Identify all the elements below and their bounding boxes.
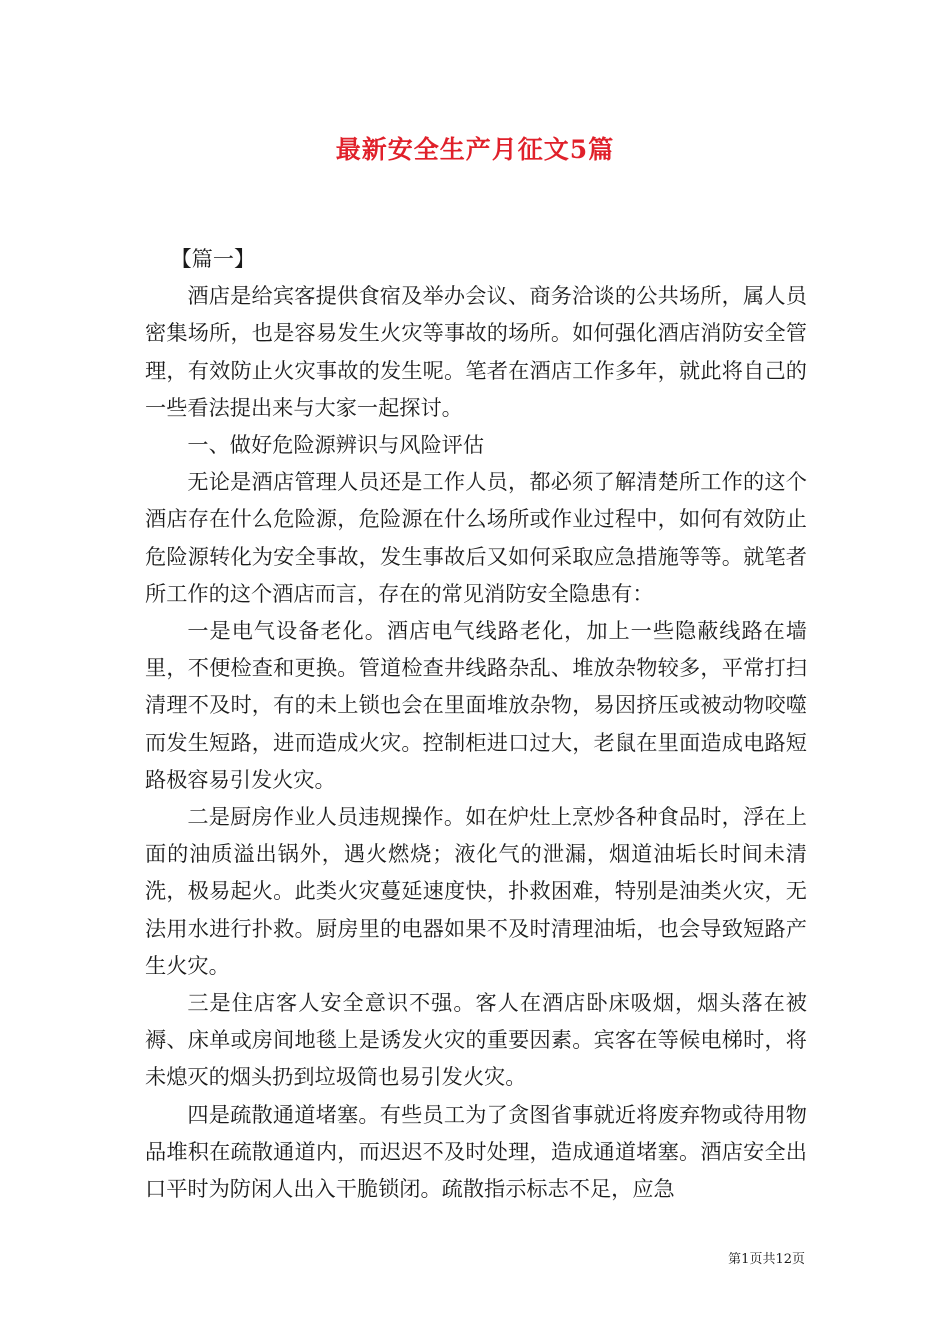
document-body (145, 240, 807, 1207)
page-number: 第1页共12页 (728, 1252, 805, 1267)
section-label: 【篇一】 (170, 246, 256, 271)
paragraph: 一是电气设备老化。酒店电气线路老化，加上一些隐蔽线路在墙里，不便检查和更换。管道检查井线路杂乱、堆放杂物较多，平常打扫清理不及时，有的未上锁也会在里面堆放杂物，易因挤压或被动物咬噬而发生短路，进而造成火灾。控制柜进口过大，老鼠在里面造成电路短路极容易引发火灾。 (145, 618, 807, 792)
document-title: 最新安全生产月征文5篇 (335, 135, 615, 164)
paragraph: 四是疏散通道堵塞。有些员工为了贪图省事就近将废弃物或待用物品堆积在疏散通道内，而迟迟不及时处理，造成通道堵塞。酒店安全出口平时为防闲人出入干脆锁闭。疏散指示标志不足，应急 (145, 1101, 807, 1202)
paragraph: 无论是酒店管理人员还是工作人员，都必须了解清楚所工作的这个酒店存在什么危险源，危险源在什么场所或作业过程中，如何有效防止危险源转化为安全事故，发生事故后又如何采取应急措施等等。就笔者所工作的这个酒店而言，存在的常见消防安全隐患有： (145, 469, 807, 606)
paragraph: 三是住店客人安全意识不强。客人在酒店卧床吸烟，烟头落在被褥、床单或房间地毯上是诱发火灾的重要因素。宾客在等候电梯时，将未熄灭的烟头扔到垃圾筒也易引发火灾。 (145, 990, 807, 1090)
paragraph: 酒店是给宾客提供食宿及举办会议、商务洽谈的公共场所，属人员密集场所，也是容易发生火灾等事故的场所。如何强化酒店消防安全管理，有效防止火灾事故的发生呢。笔者在酒店工作多年，就此将自己的一些看法提出来与大家一起探讨。 (145, 283, 807, 420)
section-heading: 一、做好危险源辨识与风险评估 (187, 432, 485, 458)
paragraph: 二是厨房作业人员违规操作。如在炉灶上烹炒各种食品时，浮在上面的油质溢出锅外，遇火燃烧；液化气的泄漏，烟道油垢长时间未清洗，极易起火。此类火灾蔓延速度快，扑救困难，特别是油类火灾，无法用水进行扑救。厨房里的电器如果不及时清理油垢，也会导致短路产生火灾。 (145, 804, 807, 978)
